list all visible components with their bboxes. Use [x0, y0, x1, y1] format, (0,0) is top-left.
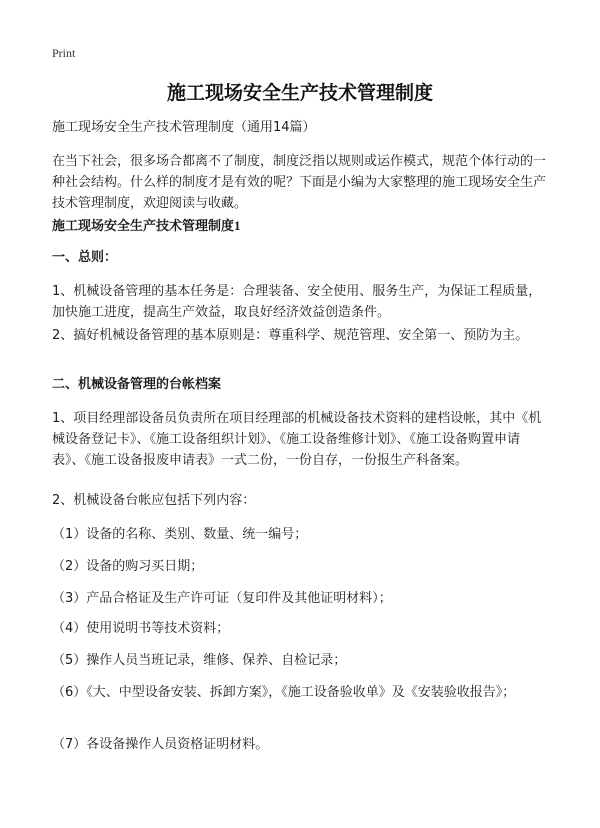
section-heading-general: 一、总则： — [52, 250, 118, 265]
paragraph-4: 2、机械设备台帐应包括下列内容： — [52, 493, 256, 508]
paragraph-2: 2、搞好机械设备管理的基本原则是：尊重科学、规范管理、安全第一、预防为主。 — [52, 328, 529, 343]
list-item: （6）《大、中型设备安装、拆卸方案》，《施工设备验收单》及《安装验收报告》； — [52, 685, 516, 700]
section-heading-ledger: 二、机械设备管理的台帐档案 — [52, 377, 222, 392]
print-label: Print — [52, 46, 76, 60]
paragraph-3: 1、项目经理部设备员负责所在项目经理部的机械设备技术资料的建档设帐，其中《机械设备登记卡》、《施工设备组织计划》、《施工设备维修计划》、《施工设备购置申请表》、《施工设备报废申请表》一式二份，一份自存，一份报生产科备案。 — [52, 411, 542, 468]
article-heading: 施工现场安全生产技术管理制度1 — [52, 218, 241, 233]
subtitle: 施工现场安全生产技术管理制度（通用14篇） — [52, 120, 316, 135]
list-item: （3）产品合格证及生产许可证（复印件及其他证明材料）； — [52, 591, 392, 606]
intro-paragraph: 在当下社会，很多场合都离不了制度，制度泛指以规则或运作模式，规范个体行动的一种社会结构。什么样的制度才是有效的呢？下面是小编为大家整理的施工现场安全生产技术管理制度，欢迎阅读与收藏。 — [52, 154, 547, 211]
paragraph-1: 1、机械设备管理的基本任务是：合理装备、安全使用、服务生产，为保证工程质量，加快施工进度，提高生产效益，取良好经济效益创造条件。 — [52, 284, 542, 320]
list-item: （4）使用说明书等技术资料； — [52, 621, 230, 636]
list-item: （1）设备的名称、类别、数量、统一编号； — [52, 527, 308, 542]
list-item: （5）操作人员当班记录，维修、保养、自检记录； — [52, 653, 347, 668]
list-item: （7）各设备操作人员资格证明材料。 — [52, 737, 269, 752]
page-title: 施工现场安全生产技术管理制度 — [166, 82, 433, 104]
list-item: （2）设备的购习买日期； — [52, 559, 204, 574]
